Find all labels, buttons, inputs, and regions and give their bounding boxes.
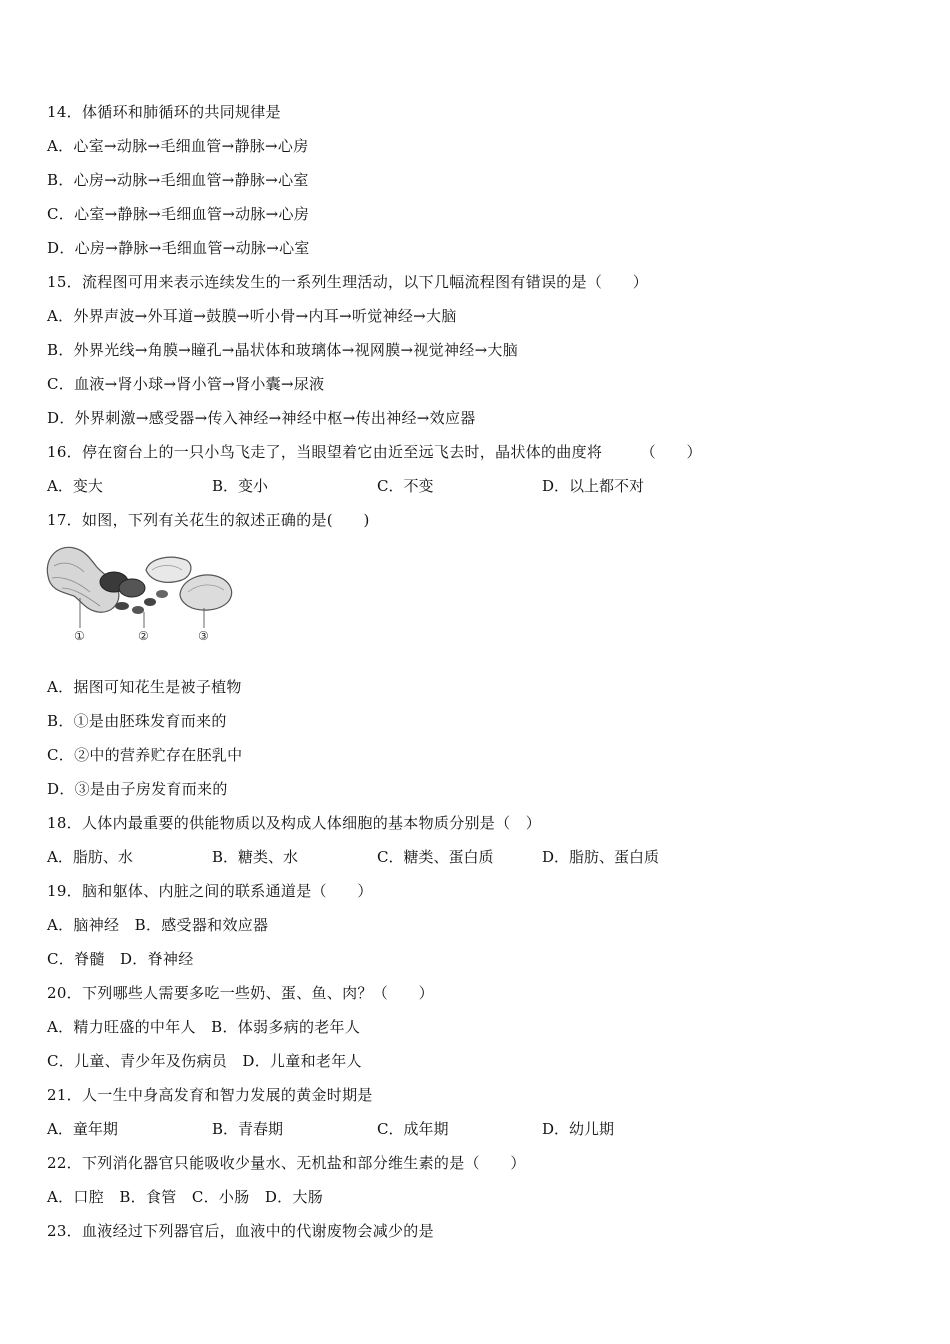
q22-stem: 22．下列消化器官只能吸收少量水、无机盐和部分维生素的是（ ） — [47, 1154, 526, 1172]
q18-option-d: D．脂肪、蛋白质 — [542, 848, 660, 866]
q17-option-a: A．据图可知花生是被子植物 — [47, 678, 242, 696]
q18-option-a: A．脂肪、水 — [47, 848, 133, 866]
q14-option-a: A．心室→动脉→毛细血管→静脉→心房 — [47, 137, 309, 155]
q18-stem: 18．人体内最重要的供能物质以及构成人体细胞的基本物质分别是（ ） — [47, 814, 541, 832]
q18-option-b: B．糖类、水 — [212, 848, 299, 866]
q17-stem: 17．如图，下列有关花生的叙述正确的是( ) — [47, 511, 370, 529]
q19-stem: 19．脑和躯体、内脏之间的联系通道是（ ） — [47, 882, 373, 900]
q15-option-a: A．外界声波→外耳道→鼓膜→听小骨→内耳→听觉神经→大脑 — [47, 307, 457, 325]
q14-stem: 14．体循环和肺循环的共同规律是 — [47, 103, 281, 121]
q20-options-cd: C．儿童、青少年及伤病员 D．儿童和老年人 — [47, 1052, 362, 1070]
figure-label-3: ③ — [198, 629, 209, 643]
q21-option-c: C．成年期 — [377, 1120, 449, 1138]
q19-options-ab: A．脑神经 B．感受器和效应器 — [47, 916, 269, 934]
q21-option-a: A．童年期 — [47, 1120, 118, 1138]
q15-option-d: D．外界刺激→感受器→传入神经→神经中枢→传出神经→效应器 — [47, 409, 476, 427]
q18-option-c: C．糖类、蛋白质 — [377, 848, 494, 866]
q14-option-b: B．心房→动脉→毛细血管→静脉→心室 — [47, 171, 309, 189]
q22-options: A．口腔 B．食管 C．小肠 D．大肠 — [47, 1188, 324, 1206]
q15-option-c: C．血液→肾小球→肾小管→肾小囊→尿液 — [47, 375, 325, 393]
peanut-figure — [40, 536, 240, 646]
figure-label-1: ① — [74, 629, 85, 643]
q21-option-b: B．青春期 — [212, 1120, 284, 1138]
q16-option-b: B．变小 — [212, 477, 269, 495]
q17-option-d: D．③是由子房发育而来的 — [47, 780, 228, 798]
q16-option-d: D．以上都不对 — [542, 477, 645, 495]
q15-option-b: B．外界光线→角膜→瞳孔→晶状体和玻璃体→视网膜→视觉神经→大脑 — [47, 341, 519, 359]
q16-option-a: A．变大 — [47, 477, 103, 495]
q16-option-c: C．不变 — [377, 477, 434, 495]
q20-options-ab: A．精力旺盛的中年人 B．体弱多病的老年人 — [47, 1018, 361, 1036]
q14-option-c: C．心室→静脉→毛细血管→动脉→心房 — [47, 205, 310, 223]
figure-label-2: ② — [138, 629, 149, 643]
q23-stem: 23．血液经过下列器官后，血液中的代谢废物会减少的是 — [47, 1222, 434, 1240]
peanut-illustration — [40, 536, 240, 646]
q17-option-c: C．②中的营养贮存在胚乳中 — [47, 746, 243, 764]
q19-options-cd: C．脊髓 D．脊神经 — [47, 950, 194, 968]
q16-stem: 16．停在窗台上的一只小鸟飞走了，当眼望着它由近至远飞去时，晶状体的曲度将 （ ） — [47, 443, 702, 461]
q21-option-d: D．幼儿期 — [542, 1120, 615, 1138]
q15-stem: 15．流程图可用来表示连续发生的一系列生理活动，以下几幅流程图有错误的是（ ） — [47, 273, 649, 291]
q14-option-d: D．心房→静脉→毛细血管→动脉→心室 — [47, 239, 310, 257]
q20-stem: 20．下列哪些人需要多吃一些奶、蛋、鱼、肉？（ ） — [47, 984, 434, 1002]
q21-stem: 21．人一生中身高发育和智力发展的黄金时期是 — [47, 1086, 373, 1104]
q17-option-b: B．①是由胚珠发育而来的 — [47, 712, 227, 730]
